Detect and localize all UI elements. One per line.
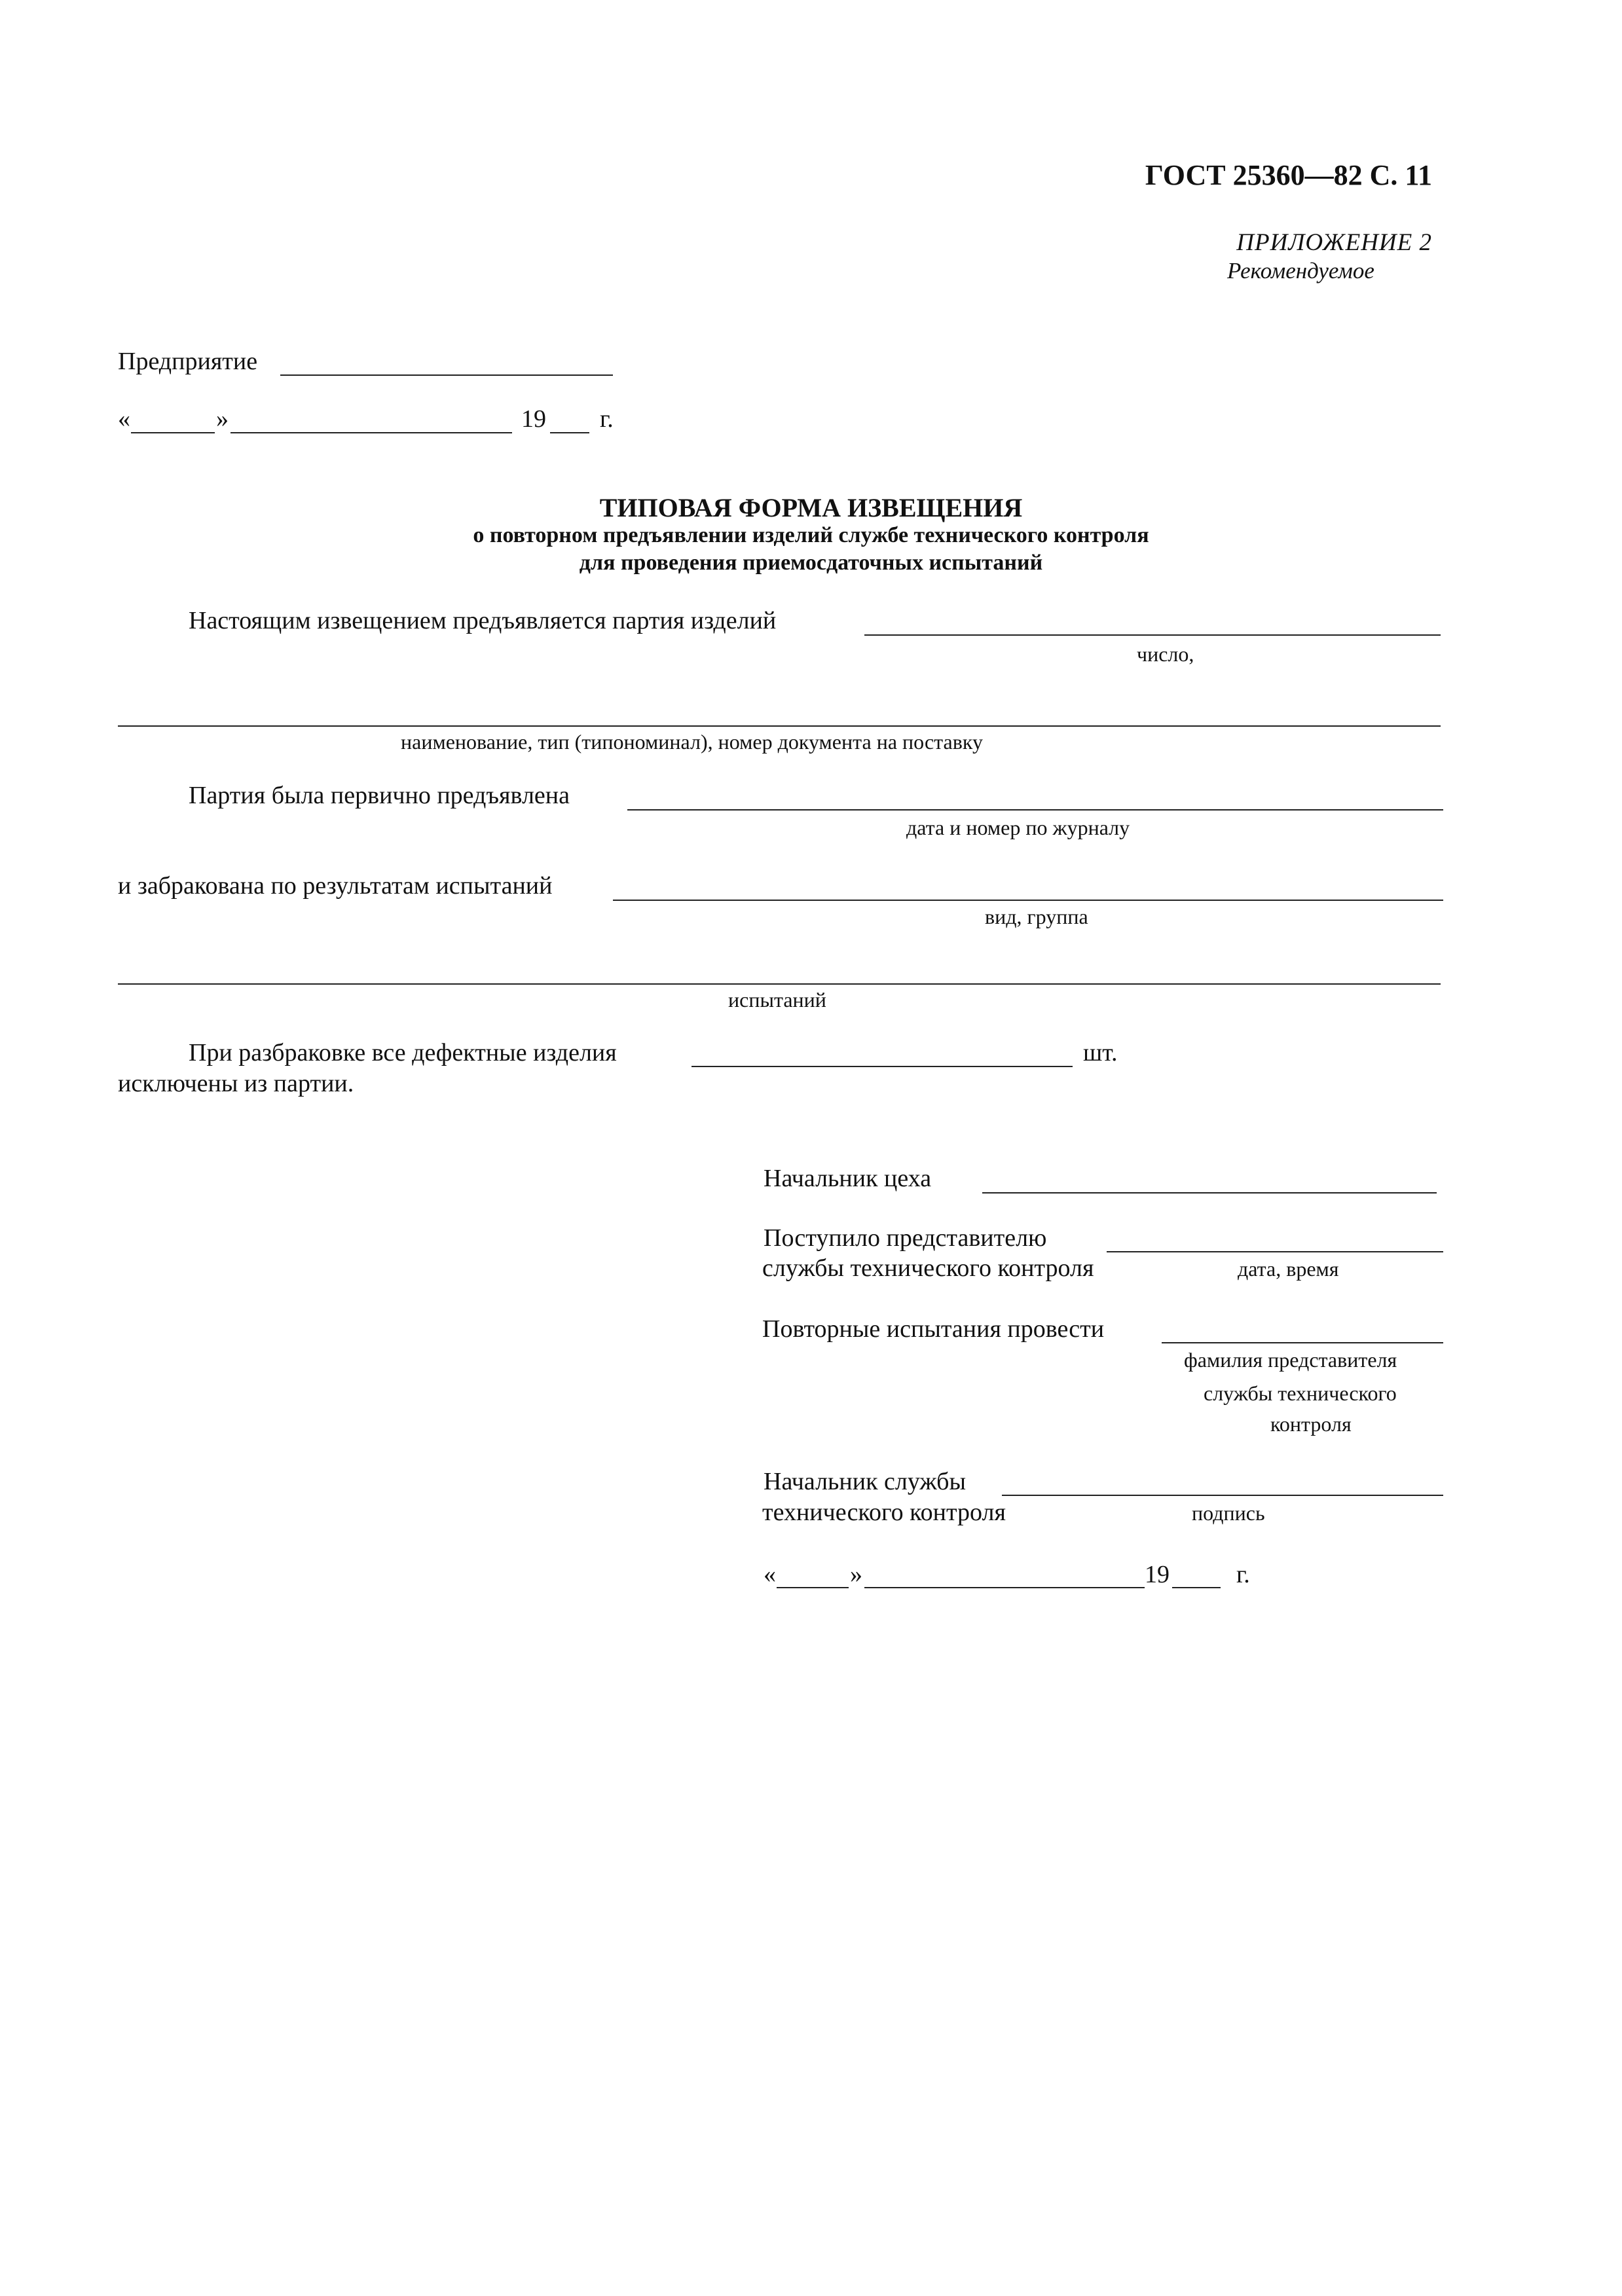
- form-title: ТИПОВАЯ ФОРМА ИЗВЕЩЕНИЯ: [599, 493, 1023, 522]
- first-presented-field[interactable]: [627, 809, 1443, 811]
- excluded-text: исключены из партии.: [118, 1070, 354, 1097]
- test-kind-field[interactable]: [613, 900, 1443, 901]
- tech-control-head-label-2: технического контроля: [762, 1499, 1006, 1526]
- caption-rep-1: фамилия представителя: [1184, 1348, 1397, 1372]
- appendix-label: ПРИЛОЖЕНИЕ 2: [1236, 229, 1432, 256]
- rejected-text: и забракована по результатам испытаний: [118, 872, 553, 900]
- bottom-date-close-quote: »: [850, 1561, 862, 1588]
- defective-count-field[interactable]: [691, 1066, 1073, 1067]
- enterprise-field[interactable]: [280, 374, 613, 376]
- product-name-field[interactable]: [118, 725, 1441, 727]
- caption-rep-2: службы технического: [1204, 1381, 1397, 1405]
- caption-signature: подпись: [1192, 1501, 1265, 1525]
- form-subtitle-1: о повторном предъявлении изделий службе технического контроля: [473, 523, 1149, 547]
- tests-field[interactable]: [118, 983, 1441, 985]
- caption-tests: испытаний: [728, 988, 826, 1011]
- tech-control-signature-field[interactable]: [1002, 1495, 1443, 1496]
- pcs-unit: шт.: [1083, 1039, 1118, 1066]
- tech-control-head-label-1: Начальник службы: [764, 1468, 966, 1495]
- retest-label: Повторные испытания провести: [762, 1315, 1105, 1343]
- shop-head-label: Начальник цеха: [764, 1165, 932, 1192]
- bottom-year-suffix: г.: [1236, 1561, 1250, 1588]
- representative-field[interactable]: [1162, 1342, 1443, 1343]
- bottom-date-open-quote: «: [764, 1561, 776, 1588]
- caption-number: число,: [1137, 642, 1194, 666]
- batch-quantity-field[interactable]: [864, 634, 1441, 636]
- bottom-year-field[interactable]: [1172, 1587, 1221, 1588]
- standard-header: ГОСТ 25360—82 С. 11: [1145, 159, 1432, 191]
- year-field[interactable]: [550, 432, 589, 433]
- bottom-year-prefix: 19: [1145, 1561, 1170, 1588]
- notice-text: Настоящим извещением предъявляется партия изделий: [189, 607, 777, 634]
- caption-date-time: дата, время: [1238, 1257, 1339, 1281]
- year-prefix: 19: [521, 405, 546, 433]
- bottom-month-field[interactable]: [864, 1587, 1145, 1588]
- month-field[interactable]: [230, 432, 512, 433]
- bottom-day-field[interactable]: [777, 1587, 849, 1588]
- caption-rep-3: контроля: [1270, 1412, 1352, 1436]
- sorting-text: При разбраковке все дефектные изделия: [189, 1039, 617, 1066]
- date-open-quote: «: [118, 405, 130, 433]
- appendix-status: Рекомендуемое: [1227, 258, 1374, 283]
- caption-date-journal: дата и номер по журналу: [906, 816, 1130, 839]
- date-close-quote: »: [216, 405, 229, 433]
- received-label-1: Поступило представителю: [764, 1224, 1047, 1252]
- enterprise-label: Предприятие: [118, 348, 258, 375]
- caption-product-name: наименование, тип (типономинал), номер документа на поставку: [401, 730, 983, 754]
- day-field[interactable]: [131, 432, 215, 433]
- form-subtitle-2: для проведения приемосдаточных испытаний: [579, 551, 1043, 575]
- first-presented-text: Партия была первично предъявлена: [189, 782, 570, 809]
- received-date-field[interactable]: [1107, 1251, 1443, 1252]
- caption-kind-group: вид, группа: [985, 905, 1088, 928]
- year-suffix: г.: [600, 405, 614, 433]
- shop-head-field[interactable]: [982, 1192, 1437, 1194]
- received-label-2: службы технического контроля: [762, 1254, 1094, 1282]
